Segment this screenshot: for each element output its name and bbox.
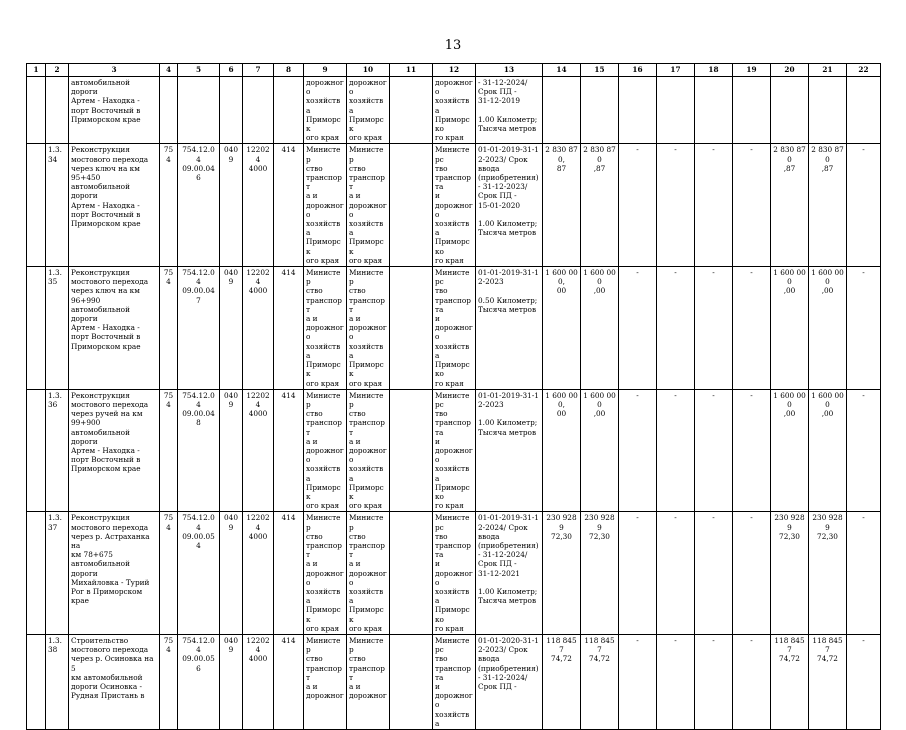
col-header: 15 (581, 64, 619, 77)
table-cell-col-11 (390, 634, 433, 729)
table-cell-col-7: 122024 4000 (243, 512, 274, 635)
col-header: 3 (69, 64, 160, 77)
table-cell-col-7: 122024 4000 (243, 267, 274, 390)
table-cell-col-2: 1.3.38 (46, 634, 69, 729)
table-cell-col-18: - (695, 267, 733, 390)
table-cell-col-10: дорожног о хозяйства Приморск ого края (347, 77, 390, 144)
table-cell-col-9: Министер ство транспорт а и дорожног о хозяйства Приморск ого края (304, 512, 347, 635)
table-cell-col-9: Министер ство транспорт а и дорожног о хозяйства Приморск ого края (304, 389, 347, 512)
table-row (27, 512, 881, 635)
table-cell-col-3: Реконструкция мостового перехода через ручей на км 99+900 автомобильной дороги Артем - Находка - порт Восточный в Приморском крае (69, 389, 160, 512)
table-cell-col-13: 01-01-2019-31-1 2-2023/ Срок ввода (приобретения) - 31-12-2023/ Срок ПД - 15-01-2020 1.00 Километр; Тысяча метров (476, 144, 543, 267)
table-cell-col-13: 01-01-2019-31-1 2-2023 0.50 Километр; Тысяча метров (476, 267, 543, 390)
table-cell-col-2: 1.3.36 (46, 389, 69, 512)
table-cell-col-4: 754 (160, 512, 178, 635)
table-cell-col-10: Министер ство транспорт а и дорожног о хозяйства Приморск ого края (347, 389, 390, 512)
table-cell-col-10: Министер ство транспорт а и дорожног о хозяйства Приморск ого края (347, 144, 390, 267)
col-header: 14 (543, 64, 581, 77)
table-cell-col-13: - 31-12-2024/ Срок ПД - 31-12-2019 1.00 Километр; Тысяча метров (476, 77, 543, 144)
table-row (27, 144, 881, 267)
table-cell-col-5: 754.12.04 09.00.046 (178, 144, 220, 267)
table-cell-col-11 (390, 77, 433, 144)
table-cell-col-21: 1 600 000 ,00 (809, 389, 847, 512)
table-cell-col-19: - (733, 267, 771, 390)
table-cell-col-10: Министер ство транспорт а и дорожног о хозяйства Приморск ого края (347, 512, 390, 635)
table-cell-col-18: - (695, 144, 733, 267)
table-cell-col-18: - (695, 634, 733, 729)
table-cell-col-22: - (847, 512, 881, 635)
table-cell-col-2: 1.3.34 (46, 144, 69, 267)
table-cell-col-3: Реконструкция мостового перехода через ключ на км 96+990 автомобильной дороги Артем - Находка - порт Восточный в Приморском крае (69, 267, 160, 390)
table-cell-col-5 (178, 77, 220, 144)
col-header: 12 (433, 64, 476, 77)
table-cell-col-6: 0409 (220, 267, 243, 390)
table-cell-col-2: 1.3.37 (46, 512, 69, 635)
table-cell-col-2: 1.3.35 (46, 267, 69, 390)
table-cell-col-12: Министерс тво транспорта и дорожного хозяйства (433, 634, 476, 729)
table-cell-col-22: - (847, 144, 881, 267)
table-cell-col-12: Министерс тво транспорта и дорожного хозяйства Приморско го края (433, 512, 476, 635)
table-cell-col-19: - (733, 389, 771, 512)
table-cell-col-20: 1 600 000 ,00 (771, 389, 809, 512)
table-cell-col-19: - (733, 634, 771, 729)
table-cell-col-4: 754 (160, 267, 178, 390)
table-cell-col-20: 1 600 000 ,00 (771, 267, 809, 390)
table-cell-col-14: 2 830 870, 87 (543, 144, 581, 267)
table-cell-col-8: 414 (274, 389, 304, 512)
table-cell-col-2 (46, 77, 69, 144)
table-cell-col-8 (274, 77, 304, 144)
page-number: 13 (444, 38, 462, 53)
header-row (27, 64, 881, 77)
table-cell-col-6: 0409 (220, 389, 243, 512)
table-cell-col-3: Строительство мостового перехода через р. Осиновка на 5 км автомобильной дороги Осиновка - Рудная Пристань в (69, 634, 160, 729)
col-header: 19 (733, 64, 771, 77)
col-header: 21 (809, 64, 847, 77)
table-cell-col-17: - (657, 634, 695, 729)
table-cell-col-21: 2 830 870 ,87 (809, 144, 847, 267)
table-cell-col-14: 118 845 7 74,72 (543, 634, 581, 729)
table-cell-col-9: Министер ство транспорт а и дорожног (304, 634, 347, 729)
table-cell-col-5: 754.12.04 09.00.048 (178, 389, 220, 512)
table-cell-col-16: - (619, 512, 657, 635)
table-cell-col-22: - (847, 267, 881, 390)
table-cell-col-7: 122024 4000 (243, 634, 274, 729)
table-cell-col-19: - (733, 144, 771, 267)
table-cell-col-15: 1 600 000 ,00 (581, 267, 619, 390)
table-row (27, 267, 881, 390)
table-cell-col-16: - (619, 634, 657, 729)
table-cell-col-8: 414 (274, 512, 304, 635)
table-cell-col-16 (619, 77, 657, 144)
table-cell-col-1 (27, 267, 46, 390)
table-row (27, 634, 881, 729)
table-cell-col-12: Министерс тво транспорта и дорожного хозяйства Приморско го края (433, 267, 476, 390)
table-cell-col-8: 414 (274, 267, 304, 390)
table-cell-col-8: 414 (274, 144, 304, 267)
table-cell-col-10: Министер ство транспорт а и дорожног о хозяйства Приморск ого края (347, 267, 390, 390)
col-header: 18 (695, 64, 733, 77)
table-cell-col-17: - (657, 267, 695, 390)
table-cell-col-15: 1 600 000 ,00 (581, 389, 619, 512)
table-row (27, 389, 881, 512)
table-cell-col-14: 1 600 000, 00 (543, 267, 581, 390)
table-cell-col-6 (220, 77, 243, 144)
table-cell-col-12: дорожного хозяйства Приморско го края (433, 77, 476, 144)
table-cell-col-15: 118 845 7 74,72 (581, 634, 619, 729)
col-header: 7 (243, 64, 274, 77)
table-cell-col-22: - (847, 389, 881, 512)
table-cell-col-7: 122024 4000 (243, 389, 274, 512)
col-header: 11 (390, 64, 433, 77)
table-cell-col-16: - (619, 389, 657, 512)
table-cell-col-13: 01-01-2020-31-1 2-2023/ Срок ввода (приобретения) - 31-12-2024/ Срок ПД - (476, 634, 543, 729)
table-cell-col-17 (657, 77, 695, 144)
table-cell-col-16: - (619, 267, 657, 390)
table-cell-col-20: 230 928 9 72,30 (771, 512, 809, 635)
table-cell-col-1 (27, 512, 46, 635)
table-cell-col-21 (809, 77, 847, 144)
col-header: 22 (847, 64, 881, 77)
table-cell-col-4: 754 (160, 389, 178, 512)
col-header: 20 (771, 64, 809, 77)
table-cell-col-11 (390, 144, 433, 267)
table-cell-col-5: 754.12.04 09.00.054 (178, 512, 220, 635)
col-header: 1 (27, 64, 46, 77)
table-cell-col-11 (390, 512, 433, 635)
table-cell-col-17: - (657, 144, 695, 267)
table-cell-col-13: 01-01-2019-31-1 2-2023 1.00 Километр; Тысяча метров (476, 389, 543, 512)
table-cell-col-16: - (619, 144, 657, 267)
table-cell-col-18: - (695, 512, 733, 635)
table-cell-col-17: - (657, 512, 695, 635)
col-header: 16 (619, 64, 657, 77)
table-cell-col-7 (243, 77, 274, 144)
table-cell-col-18 (695, 77, 733, 144)
col-header: 10 (347, 64, 390, 77)
table-cell-col-15 (581, 77, 619, 144)
col-header: 5 (178, 64, 220, 77)
table-cell-col-6: 0409 (220, 512, 243, 635)
col-header: 17 (657, 64, 695, 77)
table-cell-col-5: 754.12.04 09.00.056 (178, 634, 220, 729)
table-cell-col-15: 2 830 870 ,87 (581, 144, 619, 267)
table-cell-col-21: 1 600 000 ,00 (809, 267, 847, 390)
table-row (27, 77, 881, 144)
table-cell-col-22 (847, 77, 881, 144)
table-cell-col-9: Министер ство транспорт а и дорожног о хозяйства Приморск ого края (304, 267, 347, 390)
table-cell-col-9: Министер ство транспорт а и дорожног о хозяйства Приморск ого края (304, 144, 347, 267)
table-cell-col-4: 754 (160, 144, 178, 267)
table-cell-col-8: 414 (274, 634, 304, 729)
table-cell-col-18: - (695, 389, 733, 512)
table-cell-col-22: - (847, 634, 881, 729)
table-cell-col-4 (160, 77, 178, 144)
table-cell-col-3: Реконструкция мостового перехода через р. Астраханка на км 78+675 автомобильной дороги Михайловка - Турий Рог в Приморском крае (69, 512, 160, 635)
table-cell-col-20: 2 830 870 ,87 (771, 144, 809, 267)
table-cell-col-12: Министерс тво транспорта и дорожного хозяйства Приморско го края (433, 144, 476, 267)
table-cell-col-19: - (733, 512, 771, 635)
table-cell-col-17: - (657, 389, 695, 512)
table-cell-col-21: 230 928 9 72,30 (809, 512, 847, 635)
table-cell-col-1 (27, 389, 46, 512)
col-header: 9 (304, 64, 347, 77)
budget-table (26, 63, 881, 730)
table-cell-col-21: 118 845 7 74,72 (809, 634, 847, 729)
table-cell-col-11 (390, 267, 433, 390)
table-cell-col-20: 118 845 7 74,72 (771, 634, 809, 729)
table-cell-col-13: 01-01-2019-31-1 2-2024/ Срок ввода (приобретения) - 31-12-2024/ Срок ПД - 31-12-2021 1.00 Километр; Тысяча метров (476, 512, 543, 635)
table-cell-col-4: 754 (160, 634, 178, 729)
col-header: 13 (476, 64, 543, 77)
table-cell-col-11 (390, 389, 433, 512)
table-cell-col-15: 230 928 9 72,30 (581, 512, 619, 635)
table-cell-col-6: 0409 (220, 634, 243, 729)
table-cell-col-14: 230 928 9 72,30 (543, 512, 581, 635)
table-cell-col-1 (27, 634, 46, 729)
table-cell-col-14: 1 600 000, 00 (543, 389, 581, 512)
table-cell-col-3: автомобильной дороги Артем - Находка - порт Восточный в Приморском крае (69, 77, 160, 144)
table-cell-col-3: Реконструкция мостового перехода через ключ на км 95+450 автомобильной дороги Артем - Находка - порт Восточный в Приморском крае (69, 144, 160, 267)
table-cell-col-19 (733, 77, 771, 144)
table-cell-col-12: Министерс тво транспорта и дорожного хозяйства Приморско го края (433, 389, 476, 512)
table-cell-col-6: 0409 (220, 144, 243, 267)
table-cell-col-10: Министер ство транспорт а и дорожног (347, 634, 390, 729)
table-cell-col-20 (771, 77, 809, 144)
col-header: 6 (220, 64, 243, 77)
col-header: 4 (160, 64, 178, 77)
table-cell-col-9: дорожног о хозяйства Приморск ого края (304, 77, 347, 144)
table-cell-col-7: 122024 4000 (243, 144, 274, 267)
table-cell-col-14 (543, 77, 581, 144)
col-header: 8 (274, 64, 304, 77)
table-cell-col-5: 754.12.04 09.00.047 (178, 267, 220, 390)
table-cell-col-1 (27, 77, 46, 144)
col-header: 2 (46, 64, 69, 77)
table-cell-col-1 (27, 144, 46, 267)
